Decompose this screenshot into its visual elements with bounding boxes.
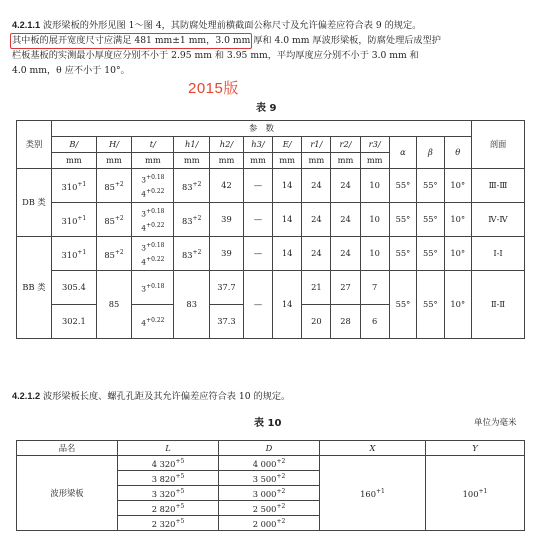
cell-r1: 24 bbox=[302, 169, 331, 203]
cell-alpha: 55° bbox=[389, 237, 416, 271]
param-name-row bbox=[17, 137, 525, 153]
cell-B: 310 bbox=[61, 249, 78, 260]
unit: mm bbox=[96, 153, 132, 169]
param-E: E/ bbox=[273, 137, 302, 153]
cell-r1: 24 bbox=[302, 203, 331, 237]
header-product: 品名 bbox=[17, 441, 118, 456]
cell-h2: 42 bbox=[209, 169, 243, 203]
cell-h1: 83 bbox=[181, 181, 193, 192]
unit: mm bbox=[360, 153, 389, 169]
paragraph-text: 3.0 mm 厚和 4.0 mm 厚波形梁板，防腐处理后成型护 bbox=[215, 35, 441, 46]
header-Y: Y bbox=[426, 441, 525, 456]
cell-beta: 55° bbox=[417, 169, 444, 203]
paragraph-422 bbox=[12, 389, 290, 404]
cell-D: 3 000 bbox=[252, 488, 277, 499]
section-number: 4.2.1.2 bbox=[12, 391, 41, 401]
cell-section: Ⅳ-Ⅳ bbox=[472, 203, 525, 237]
cell-section: Ⅰ-Ⅰ bbox=[472, 237, 525, 271]
cell-alpha: 55° bbox=[389, 169, 416, 203]
header-D: D bbox=[219, 441, 320, 456]
cell-h3: — bbox=[243, 237, 272, 271]
param-r1: r1/ bbox=[302, 137, 331, 153]
cell-h3: — bbox=[243, 271, 272, 339]
table-row: 3 $320^{+5}$ 3 $000^{+2}$ bbox=[17, 486, 525, 501]
table-row: $310^{+1}$ $85^{+2}$ $3^{+0.18}$ $4^{+0.22}$ $83^{+2}$ 39 — 14 24 24 10 55° 55° 10° Ⅳ-Ⅳ bbox=[17, 203, 525, 237]
cell-t: 3 bbox=[141, 284, 147, 294]
cell-B: 310 bbox=[61, 181, 78, 192]
cell-H: 85 bbox=[96, 271, 132, 339]
cell-r3: 10 bbox=[360, 169, 389, 203]
table-row: 3 $820^{+5}$ 3 $500^{+2}$ bbox=[17, 471, 525, 486]
table10-unit: 单位为毫米 bbox=[474, 418, 517, 428]
cell-B: 310 bbox=[61, 215, 78, 226]
cell-X: 160 bbox=[360, 488, 376, 499]
param-h3: h3/ bbox=[243, 137, 272, 153]
table-row: 波形梁板 4 $320^{+5}$ 4 $000^{+2}$ $160^{+1}$ $100^{+1}$ bbox=[17, 456, 525, 471]
cell-beta: 55° bbox=[417, 203, 444, 237]
table-10 bbox=[16, 440, 525, 531]
param-alpha: α bbox=[389, 137, 416, 169]
cell-r1: 24 bbox=[302, 237, 331, 271]
param-h2: h2/ bbox=[209, 137, 243, 153]
cell-L: 3 820 bbox=[151, 473, 176, 484]
cell-H: 85 bbox=[104, 249, 115, 260]
cell-h1: 83 bbox=[181, 249, 193, 260]
param-theta: θ bbox=[444, 137, 471, 169]
cell-r3: 10 bbox=[360, 237, 389, 271]
unit: mm bbox=[273, 153, 302, 169]
unit: mm bbox=[132, 153, 174, 169]
cell-h3: — bbox=[243, 169, 272, 203]
table-row: BB 类 $310^{+1}$ $85^{+2}$ $3^{+0.18}$ $4^{+0.22}$ $83^{+2}$ 39 — 14 24 24 10 55° 55° 10° Ⅰ-Ⅰ bbox=[17, 237, 525, 271]
cell-t: 3 bbox=[141, 209, 147, 219]
cell-r3: 10 bbox=[360, 203, 389, 237]
header-section: 剖面 bbox=[472, 121, 525, 169]
unit: mm bbox=[331, 153, 360, 169]
cell-t: 4 bbox=[141, 318, 147, 328]
param-h1: h1/ bbox=[174, 137, 210, 153]
cell-L: 3 320 bbox=[151, 488, 176, 499]
cell-theta: 10° bbox=[444, 169, 471, 203]
cell-theta: 10° bbox=[444, 237, 471, 271]
cell-D: 2 500 bbox=[252, 503, 277, 514]
table-row: DB 类 $310^{+1}$ $85^{+2}$ $3^{+0.18}$ $4^{+0.22}$ $83^{+2}$ 42 — 14 24 24 10 55° 55° 10° Ⅲ-Ⅲ bbox=[17, 169, 525, 203]
table-9 bbox=[16, 120, 525, 339]
cell-H: 85 bbox=[104, 215, 115, 226]
param-beta: β bbox=[417, 137, 444, 169]
cell-h2: 39 bbox=[209, 203, 243, 237]
cell-h2: 37.7 bbox=[209, 271, 243, 305]
cell-r1: 21 bbox=[302, 271, 331, 305]
param-H: H/ bbox=[96, 137, 132, 153]
cell-h3: — bbox=[243, 203, 272, 237]
highlighted-text: 其中板的展开宽度尺寸应满足 481 mm±1 mm， bbox=[12, 35, 216, 46]
cell-section: Ⅲ-Ⅲ bbox=[472, 169, 525, 203]
cell-D: 2 000 bbox=[252, 518, 277, 529]
cell-E: 14 bbox=[273, 203, 302, 237]
unit: mm bbox=[52, 153, 97, 169]
category-db: DB 类 bbox=[17, 169, 52, 237]
cell-product: 波形梁板 bbox=[17, 456, 118, 531]
cell-t: 3 bbox=[141, 175, 147, 185]
param-t: t/ bbox=[132, 137, 174, 153]
param-r2: r2/ bbox=[331, 137, 360, 153]
cell-theta: 10° bbox=[444, 203, 471, 237]
header-X: X bbox=[320, 441, 426, 456]
table-row: 302.1 $4^{+0.22}$ 37.3 20 28 6 bbox=[17, 305, 525, 339]
cell-L: 4 320 bbox=[151, 458, 176, 469]
unit: mm bbox=[209, 153, 243, 169]
cell-E: 14 bbox=[273, 237, 302, 271]
cell-alpha: 55° bbox=[389, 203, 416, 237]
unit: mm bbox=[174, 153, 210, 169]
cell-r2: 27 bbox=[331, 271, 360, 305]
cell-r3: 6 bbox=[360, 305, 389, 339]
table-header-row bbox=[17, 121, 525, 137]
cell-D: 4 000 bbox=[252, 458, 277, 469]
header-category: 类别 bbox=[17, 121, 52, 169]
cell-t: 4 bbox=[141, 257, 147, 266]
param-B: B/ bbox=[52, 137, 97, 153]
cell-h2: 37.3 bbox=[209, 305, 243, 339]
cell-t: 4 bbox=[141, 189, 147, 198]
cell-section: Ⅱ-Ⅱ bbox=[472, 271, 525, 339]
table9-caption: 表 9 bbox=[256, 103, 277, 114]
cell-h2: 39 bbox=[209, 237, 243, 271]
cell-h1: 83 bbox=[181, 215, 193, 226]
cell-Y: 100 bbox=[462, 488, 479, 499]
cell-E: 14 bbox=[273, 271, 302, 339]
cell-E: 14 bbox=[273, 169, 302, 203]
paragraph-line-4: 4.0 mm，θ 应不小于 10°。 bbox=[12, 65, 130, 76]
cell-B: 305.4 bbox=[52, 271, 97, 305]
paragraph-line-3: 栏板基板的实测最小厚度应分别不小于 2.95 mm 和 3.95 mm，平均厚度应分别不小于 3.0 mm 和 bbox=[12, 50, 419, 61]
unit: mm bbox=[302, 153, 331, 169]
category-bb: BB 类 bbox=[17, 237, 52, 339]
unit: mm bbox=[243, 153, 272, 169]
cell-D: 3 500 bbox=[252, 473, 277, 484]
cell-r2: 24 bbox=[331, 203, 360, 237]
cell-B: 302.1 bbox=[52, 305, 97, 339]
cell-beta: 55° bbox=[417, 271, 444, 339]
header-params: 参 数 bbox=[52, 121, 472, 137]
paragraph-text: 波形梁板的外形见图 1～图 4，其防腐处理前横截面公称尺寸及允许偏差应符合表 9 的规定。 bbox=[43, 20, 422, 31]
cell-H: 85 bbox=[104, 181, 115, 192]
cell-L: 2 320 bbox=[151, 518, 176, 529]
header-L: L bbox=[118, 441, 219, 456]
table10-caption: 表 10 bbox=[254, 418, 282, 429]
table-row: 2 $320^{+5}$ 2 $000^{+2}$ bbox=[17, 516, 525, 531]
cell-r3: 7 bbox=[360, 271, 389, 305]
paragraph-text: 波形梁板长度、螺孔孔距及其允许偏差应符合表 10 的规定。 bbox=[43, 391, 291, 402]
cell-theta: 10° bbox=[444, 271, 471, 339]
section-number: 4.2.1.1 bbox=[12, 20, 41, 30]
table-row: 2 $820^{+5}$ 2 $500^{+2}$ bbox=[17, 501, 525, 516]
cell-beta: 55° bbox=[417, 237, 444, 271]
cell-L: 2 820 bbox=[151, 503, 176, 514]
version-label: 2015版 bbox=[188, 80, 239, 97]
cell-t: 3 bbox=[141, 243, 147, 253]
cell-r2: 24 bbox=[331, 237, 360, 271]
table-row: 305.4 85 $3^{+0.18}$ 83 37.7 — 14 21 27 7 55° 55° 10° Ⅱ-Ⅱ bbox=[17, 271, 525, 305]
cell-t: 4 bbox=[141, 223, 147, 232]
table-header-row bbox=[17, 441, 525, 456]
cell-h1: 83 bbox=[174, 271, 210, 339]
param-r3: r3/ bbox=[360, 137, 389, 153]
cell-r2: 24 bbox=[331, 169, 360, 203]
paragraph-line-1 bbox=[12, 18, 421, 33]
cell-alpha: 55° bbox=[389, 271, 416, 339]
cell-r2: 28 bbox=[331, 305, 360, 339]
cell-r1: 20 bbox=[302, 305, 331, 339]
highlight-box bbox=[10, 33, 252, 49]
